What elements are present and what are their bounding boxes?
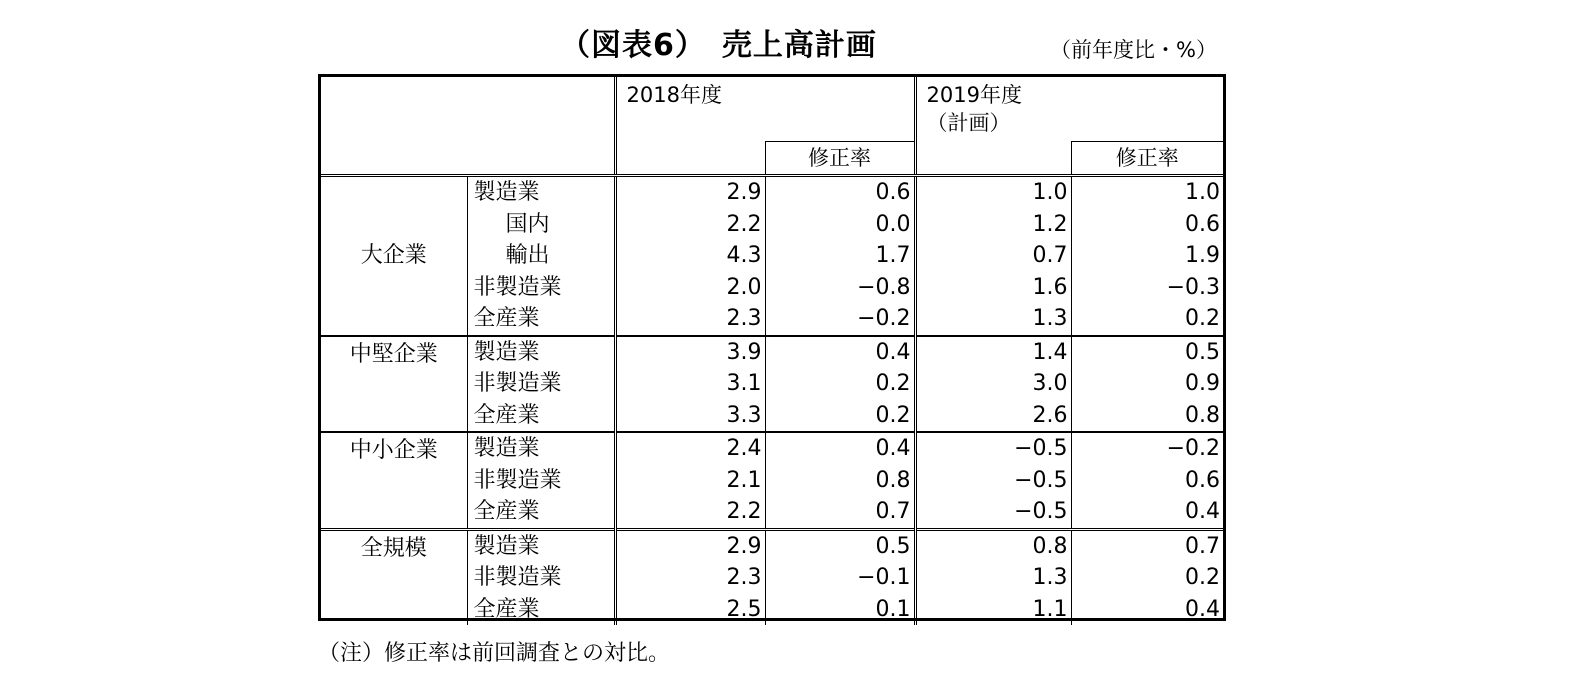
rate-2018: −0.1: [765, 562, 915, 594]
rate-2018: 1.7: [765, 240, 915, 272]
table-row: [321, 432, 1223, 465]
industry-label: 非製造業: [467, 562, 615, 594]
value-2019: 1.2: [915, 209, 1071, 241]
value-2018: 3.9: [615, 336, 765, 369]
sales-plan-table: [318, 74, 1226, 621]
header-year-2019-label: 2019年度: [926, 83, 1022, 107]
rate-2018: 0.2: [765, 400, 915, 433]
industry-label: 全産業: [467, 400, 615, 433]
group-label: 中小企業: [321, 432, 467, 529]
value-2019: −0.5: [915, 465, 1071, 497]
value-2019: −0.5: [915, 496, 1071, 529]
industry-label: 非製造業: [467, 272, 615, 304]
value-2019: 1.3: [915, 303, 1071, 336]
rate-2018: −0.2: [765, 303, 915, 336]
unit-label: （前年度比・%）: [1050, 38, 1217, 62]
rate-2019: 0.4: [1071, 594, 1223, 626]
rate-2019: 1.0: [1071, 176, 1223, 209]
value-2019: 0.8: [915, 529, 1071, 562]
rate-2019: 0.6: [1071, 209, 1223, 241]
rate-2019: 0.6: [1071, 465, 1223, 497]
rate-2019: 0.2: [1071, 303, 1223, 336]
value-2019: 3.0: [915, 368, 1071, 400]
value-2018: 3.1: [615, 368, 765, 400]
industry-label: 国内: [467, 209, 615, 241]
group-label: 中堅企業: [321, 336, 467, 433]
value-2018: 2.2: [615, 209, 765, 241]
value-2018: 3.3: [615, 400, 765, 433]
value-2018: 2.3: [615, 303, 765, 336]
rate-2019: 0.8: [1071, 400, 1223, 433]
rate-2018: 0.8: [765, 465, 915, 497]
value-2019: 1.3: [915, 562, 1071, 594]
value-2018: 2.2: [615, 496, 765, 529]
rate-2019: 0.9: [1071, 368, 1223, 400]
industry-label: 製造業: [467, 432, 615, 465]
value-2019: 2.6: [915, 400, 1071, 433]
footnote: （注）修正率は前回調査との対比。: [318, 641, 671, 666]
rate-2018: 0.5: [765, 529, 915, 562]
value-2018: 2.9: [615, 529, 765, 562]
rate-2019: 0.2: [1071, 562, 1223, 594]
rate-2018: −0.8: [765, 272, 915, 304]
value-2019: 1.6: [915, 272, 1071, 304]
value-2018: 2.9: [615, 176, 765, 209]
rate-2018: 0.6: [765, 176, 915, 209]
header-year-2018: [615, 77, 915, 142]
rate-2018: 0.0: [765, 209, 915, 241]
value-2019: 1.0: [915, 176, 1071, 209]
industry-label: 全産業: [467, 594, 615, 626]
rate-2018: 0.4: [765, 432, 915, 465]
value-2018: 2.0: [615, 272, 765, 304]
table-row: [321, 176, 1223, 209]
rate-2019: 1.9: [1071, 240, 1223, 272]
industry-label: 全産業: [467, 496, 615, 529]
value-2019: 1.4: [915, 336, 1071, 369]
value-2018: 2.4: [615, 432, 765, 465]
value-2019: 1.1: [915, 594, 1071, 626]
header-rate-2018: 修正率: [765, 142, 915, 176]
rate-2019: 0.5: [1071, 336, 1223, 369]
header-blank-2019: [915, 142, 1071, 176]
rate-2018: 0.1: [765, 594, 915, 626]
header-year-2019: [915, 77, 1223, 142]
rate-2019: 0.4: [1071, 496, 1223, 529]
rate-2018: 0.4: [765, 336, 915, 369]
page-title: （図表6） 売上高計画: [560, 28, 877, 63]
rate-2018: 0.7: [765, 496, 915, 529]
rate-2018: 0.2: [765, 368, 915, 400]
value-2018: 2.3: [615, 562, 765, 594]
industry-label: 非製造業: [467, 465, 615, 497]
rate-2019: 0.7: [1071, 529, 1223, 562]
value-2018: 2.1: [615, 465, 765, 497]
industry-label: 輸出: [467, 240, 615, 272]
rate-2019: −0.3: [1071, 272, 1223, 304]
group-label: 全規模: [321, 529, 467, 625]
header-blank: [321, 77, 615, 176]
table-row: [321, 336, 1223, 369]
value-2019: −0.5: [915, 432, 1071, 465]
header-year-2019-plan: （計画）: [926, 111, 1011, 135]
table-row: [321, 529, 1223, 562]
table: [321, 77, 1223, 625]
header-blank-2018: [615, 142, 765, 176]
value-2018: 2.5: [615, 594, 765, 626]
value-2019: 0.7: [915, 240, 1071, 272]
industry-label: 全産業: [467, 303, 615, 336]
header-row-top: [321, 77, 1223, 142]
group-label: 大企業: [360, 243, 427, 268]
industry-label: 非製造業: [467, 368, 615, 400]
industry-label: 製造業: [467, 336, 615, 369]
header-rate-2019: 修正率: [1071, 142, 1223, 176]
industry-label: 製造業: [467, 529, 615, 562]
value-2018: 4.3: [615, 240, 765, 272]
industry-label: 製造業: [467, 176, 615, 209]
header-year-2018-label: 2018年度: [626, 83, 722, 107]
rate-2019: −0.2: [1071, 432, 1223, 465]
